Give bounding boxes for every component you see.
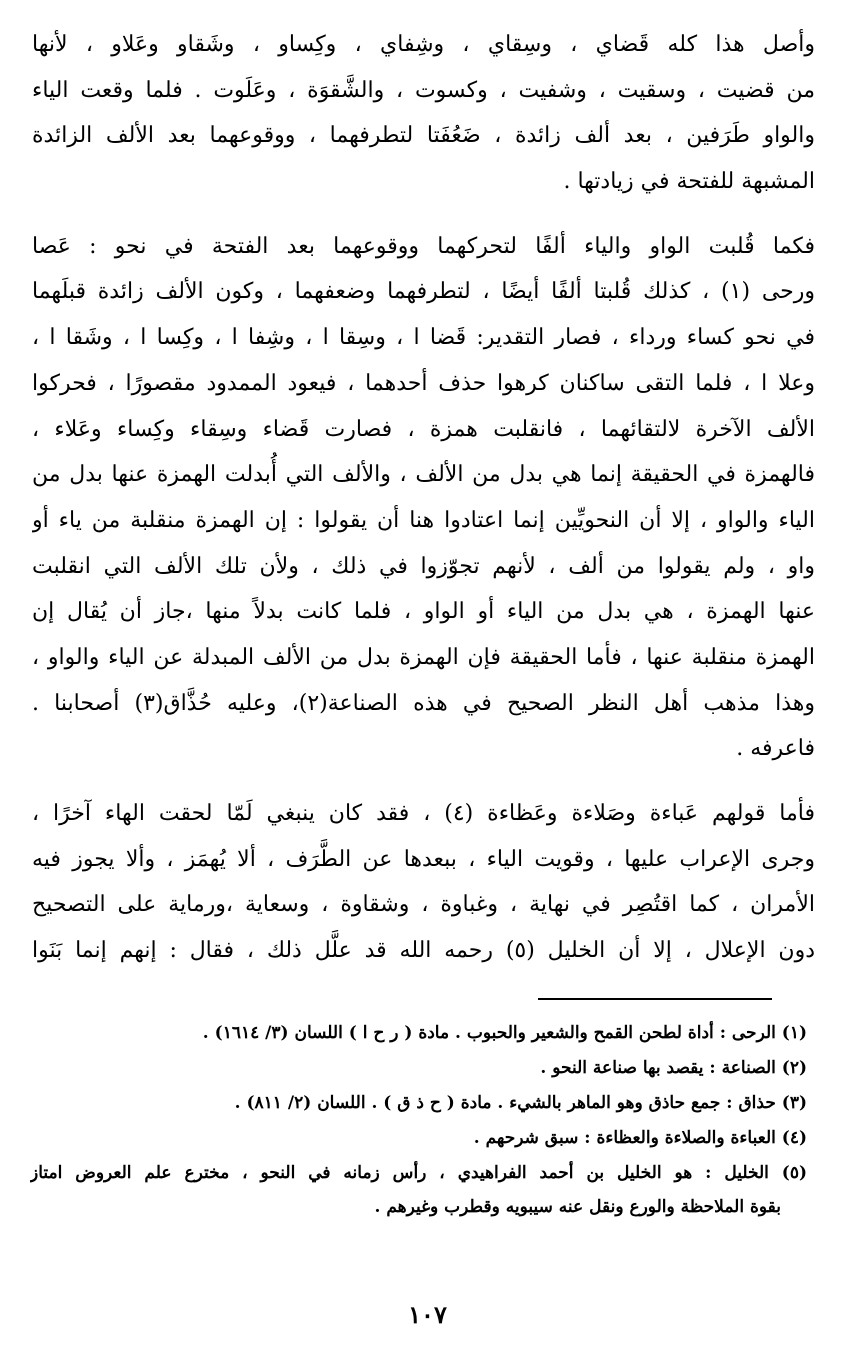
text-line: فكما قُلبت الواو والياء ألفًا لتحركهما ووقوعهما بعد الفتحة في نحو : عَصا — [32, 233, 815, 259]
footnote-divider — [538, 998, 772, 1000]
text-line: دون الإعلال ، إلا أن الخليل (٥) رحمه الله قد علَّل ذلك ، فقال : إنهم إنما بَنَوا — [32, 938, 815, 964]
main-text — [32, 22, 815, 974]
text-line: في نحو كساء ورداء ، فصار التقدير: قَضا ا ، وسِقا ا ، وشِفا ا ، وكِسا ا ، وشَقا ا ، — [32, 325, 815, 351]
text-line: ورحى (١) ، كذلك قُلبتا ألفًا أيضًا ، لتطرفهما وضعفهما ، وكون الألف زائدة قبلَهما — [32, 279, 815, 305]
text-line: عنها الهمزة ، هي بدل من الياء أو الواو ، فلما كانت بدلاً منها ،جاز أن يُقال إن — [32, 599, 815, 625]
footnote-2: (٢) الصناعة : يقصد بها صناعة النحو . — [540, 1058, 807, 1078]
text-line: المشبهة للفتحة في زيادتها . — [563, 169, 815, 195]
text-line: فالهمزة في الحقيقة إنما هي بدل من الألف ، والألف التي أُبدلت الهمزة عنها بدل من — [32, 462, 815, 488]
text-line: الأمران ، كما اقتُصِر في نهاية ، وغباوة ، وشقاوة ، وسعاية ،ورماية على التصحيح — [32, 892, 815, 918]
text-line: واو ، ولم يقولوا من ألف ، لأنهم تجوّزوا في ذلك ، ولأن تلك الألف التي انقلبت — [32, 553, 815, 579]
paragraph-1 — [32, 22, 815, 205]
footnote-5-continuation: بقوة الملاحظة والورع ونقل عنه سيبويه وقطرب وغيرهم . — [374, 1197, 781, 1217]
text-line: من قضيت ، وسقيت ، وشفيت ، وكسوت ، والشَّقوَة ، وعَلَوت . فلما وقعت الياء — [32, 77, 815, 103]
footnote-3: (٣) حذاق : جمع حاذق وهو الماهر بالشيء . مادة ( ح ذ ق ) . اللسان (٢/ ٨١١) . — [234, 1093, 807, 1113]
paragraph-2 — [32, 224, 815, 772]
text-line: وأصل هذا كله قَضاي ، وسِقاي ، وشِفاي ، وكِساو ، وشَقاو وعَلاو ، لأنها — [32, 32, 815, 57]
text-line: فأما قولهم عَباءة وصَلاءة وعَظاءة (٤) ، فقد كان ينبغي لَمّا لحقت الهاء آخرًا ، — [32, 801, 815, 826]
text-line: الألف الآخرة لالتقائهما ، فانقلبت همزة ، فصارت قَضاء وسِقاء وكِساء وعَلاء ، — [32, 416, 815, 442]
footnotes — [30, 1016, 807, 1224]
text-line: وعلا ا ، فلما التقى ساكنان كرهوا حذف أحدهما ، فيعود الممدود مقصورًا ، فحركوا — [32, 370, 815, 396]
page-number: ١٠٧ — [408, 1300, 447, 1329]
text-line: فاعرفه . — [736, 736, 815, 762]
footnote-5: (٥) الخليل : هو الخليل بن أحمد الفراهيدي ، رأس زمانه في النحو ، مخترع علم العروض امتاز — [30, 1163, 807, 1183]
text-line: والواو طَرَفين ، بعد ألف زائدة ، ضَعُفَتا لتطرفهما ، ووقوعهما بعد الألف الزائدة — [32, 123, 815, 149]
footnote-4: (٤) العباءة والصلاءة والعظاءة : سبق شرحهم . — [473, 1128, 807, 1148]
text-line: وهذا مذهب أهل النظر الصحيح في هذه الصناعة(٢)، وعليه حُذَّاق(٣) أصحابنا . — [32, 690, 815, 716]
text-line: الياء والواو ، إلا أن النحويِّين إنما اعتادوا هنا أن يقولوا : إن الهمزة منقلبة من ياء أو — [32, 507, 815, 533]
footnote-1: (١) الرحى : أداة لطحن القمح والشعير والحبوب . مادة ( ر ح ا ) اللسان (٣/ ١٦١٤) . — [202, 1023, 807, 1043]
paragraph-3 — [32, 791, 815, 974]
text-line: الهمزة منقلبة عنها ، فأما الحقيقة فإن الهمزة بدل من الألف المبدلة عن الياء والواو ، — [32, 644, 815, 670]
text-line: وجرى الإعراب عليها ، وقويت الياء ، ببعدها عن الطَّرَف ، ألا يُهمَز ، وألا يجوز فيه — [32, 846, 815, 872]
